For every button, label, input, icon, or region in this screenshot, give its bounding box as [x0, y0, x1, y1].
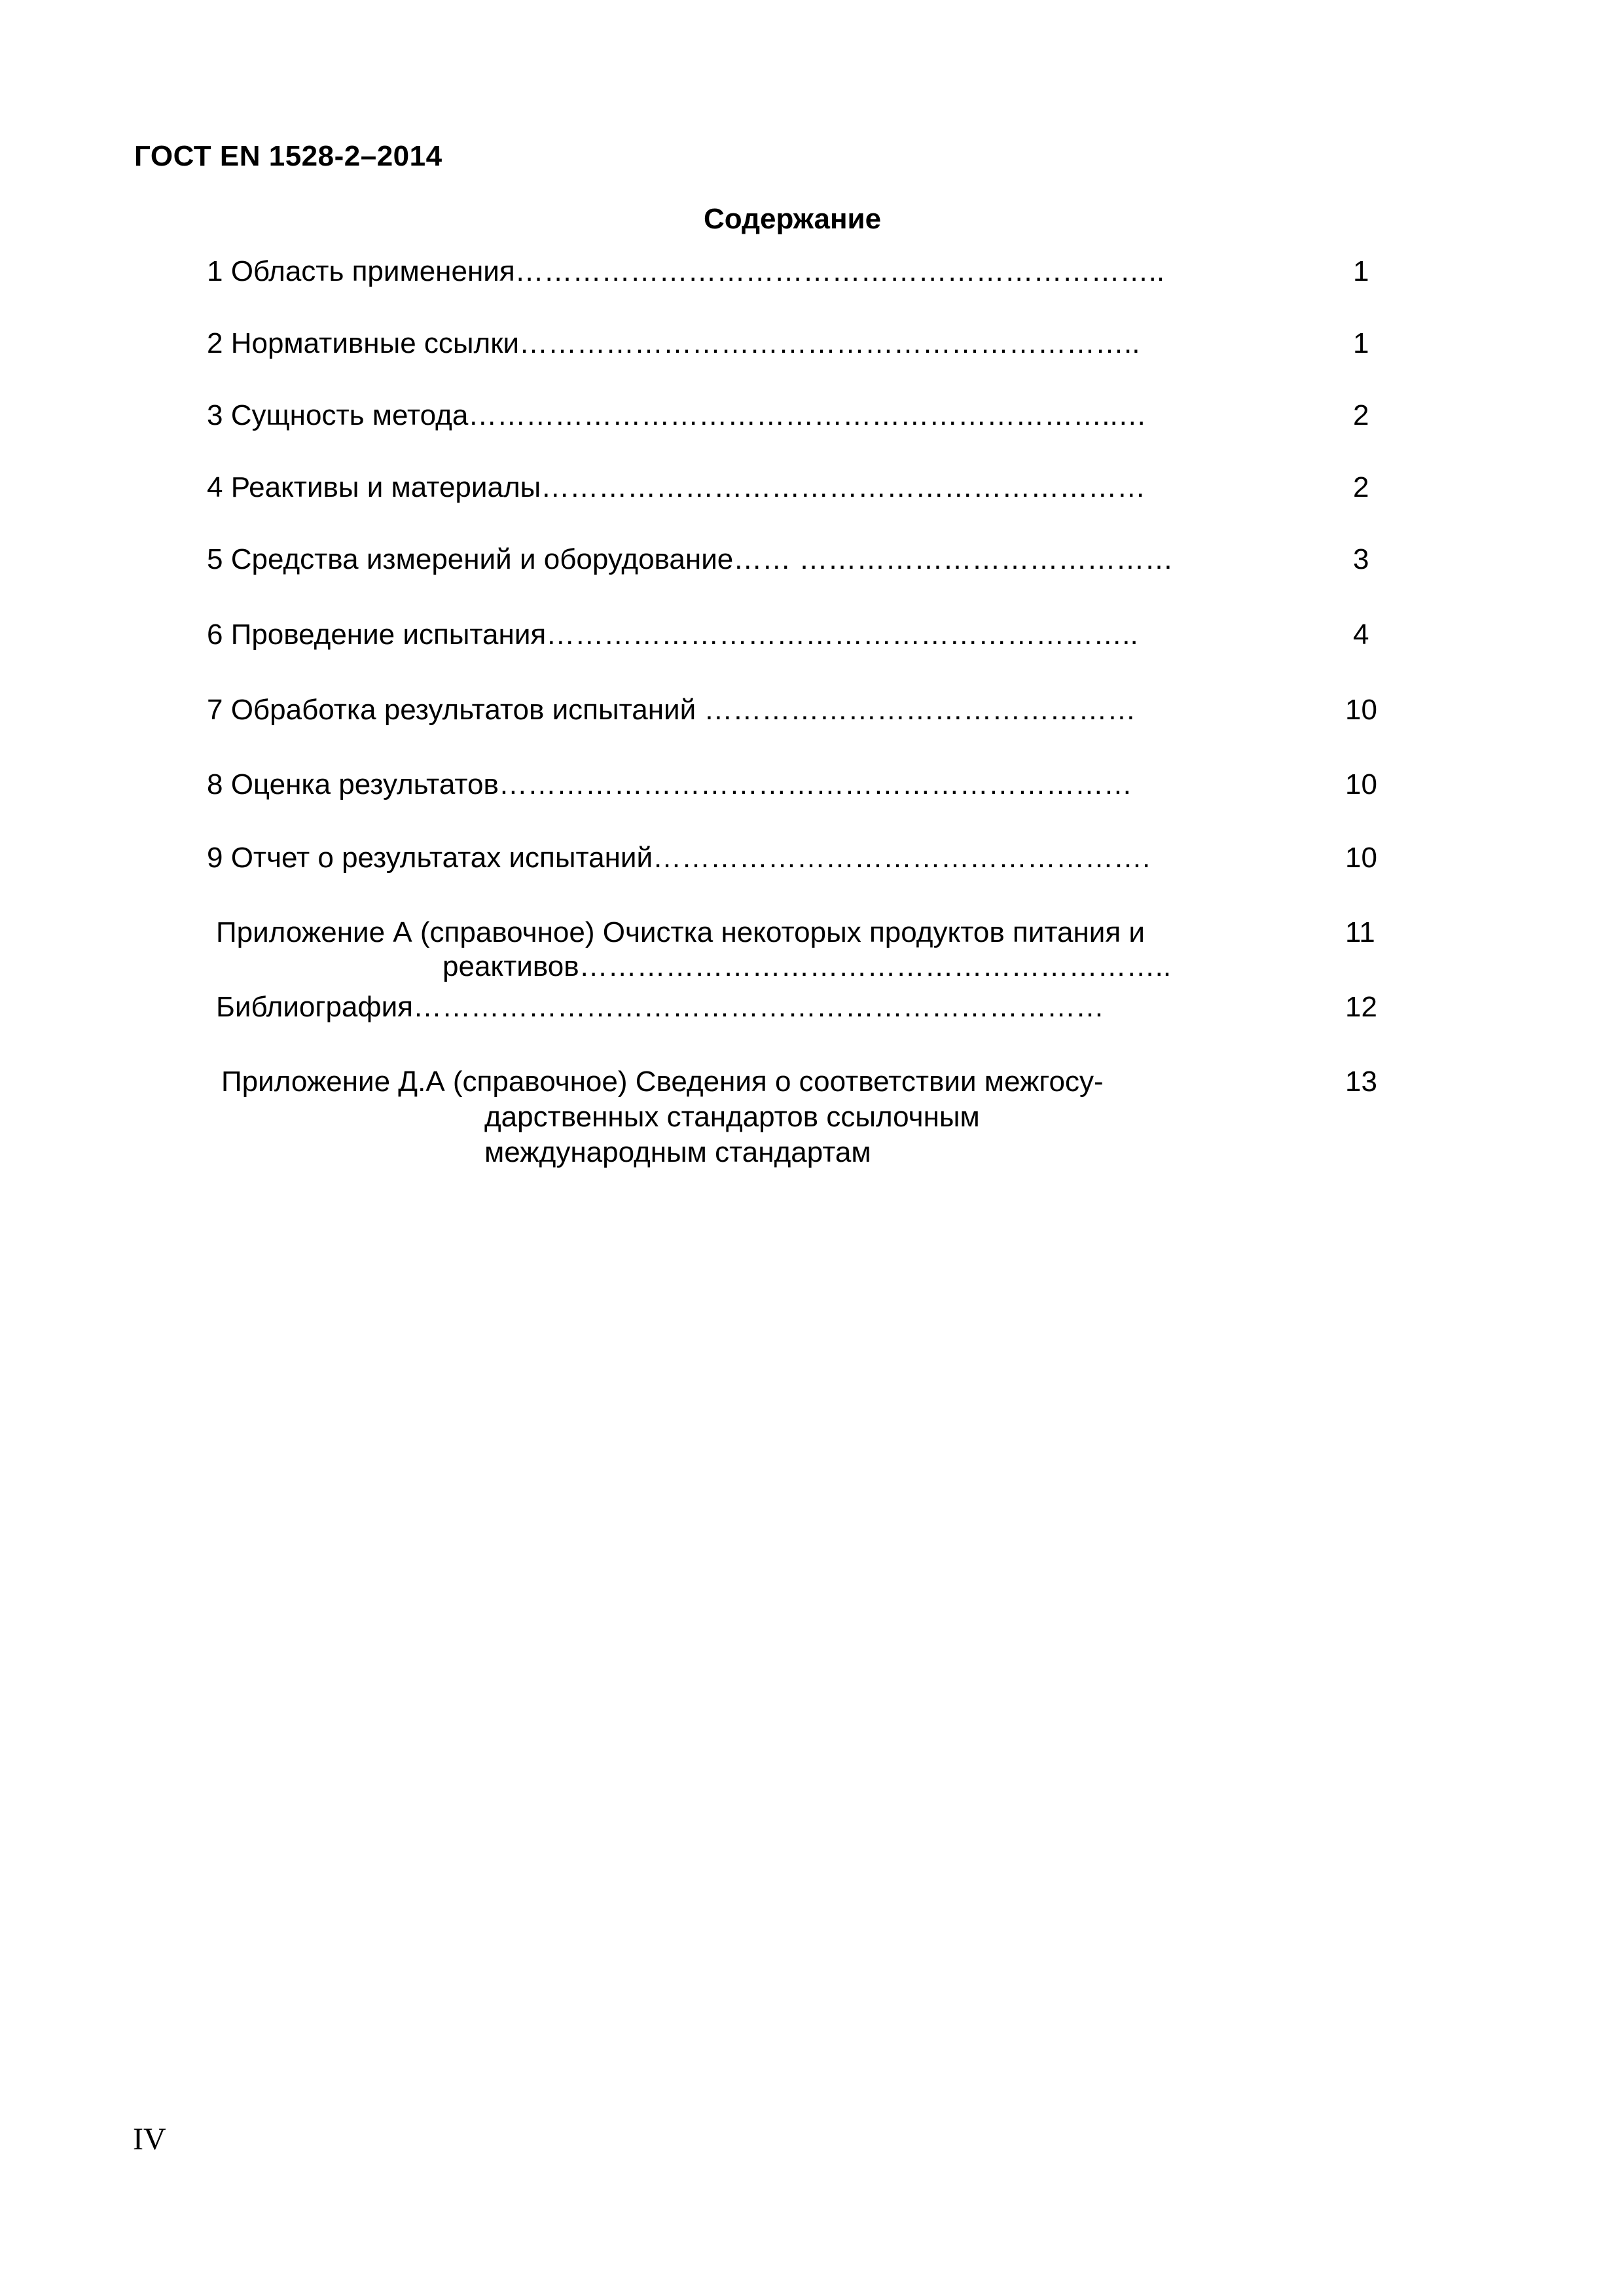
toc-item-equipment[interactable]: 5 Средства измерений и оборудование…… ………………………………… — [207, 543, 1174, 575]
toc-item-reagents[interactable]: 4 Реактивы и материалы……………………………………………………… — [207, 471, 1146, 503]
toc-item-annex-da-line2[interactable]: дарственных стандартов ссылочным — [484, 1101, 980, 1133]
toc-item-normative-refs[interactable]: 2 Нормативные ссылки……………………………………………………….. — [207, 327, 1140, 359]
toc-page-annex-a: 11 — [1345, 916, 1375, 948]
toc-item-annex-da[interactable]: Приложение Д.А (справочное) Сведения о соответствии межгосу- — [221, 1066, 1104, 1098]
toc-item-scope[interactable]: 1 Область применения………………………………………………………….. — [207, 255, 1165, 287]
toc-item-test-report[interactable]: 9 Отчет о результатах испытаний……………………………………………. — [207, 842, 1151, 874]
toc-page-reagents: 2 — [1353, 471, 1369, 503]
toc-page-test-report: 10 — [1345, 842, 1377, 874]
toc-title: Содержание — [704, 203, 882, 235]
toc-item-annex-da-line3[interactable]: международным стандартам — [484, 1136, 871, 1168]
toc-page-bibliography: 12 — [1345, 991, 1377, 1023]
toc-item-results-evaluation[interactable]: 8 Оценка результатов………………………………………………………… — [207, 768, 1132, 800]
toc-item-bibliography[interactable]: Библиография……………………………………………………………… — [216, 991, 1104, 1023]
document-code: ГОСТ EN 1528-2–2014 — [134, 140, 442, 172]
toc-item-procedure[interactable]: 6 Проведение испытания…………………………………………………….. — [207, 619, 1138, 651]
toc-page-method-principle: 2 — [1353, 399, 1369, 431]
toc-page-results-evaluation: 10 — [1345, 768, 1377, 800]
toc-item-annex-a-continuation[interactable]: реактивов…………………………………………………….. — [442, 950, 1172, 982]
toc-page-results-processing: 10 — [1345, 694, 1377, 726]
toc-page-procedure: 4 — [1353, 619, 1369, 651]
toc-page-normative-refs: 1 — [1353, 327, 1369, 359]
page-number: IV — [133, 2122, 166, 2157]
toc-page-equipment: 3 — [1353, 543, 1369, 575]
toc-item-annex-a[interactable]: Приложение А (справочное) Очистка некоторых продуктов питания и — [216, 916, 1145, 948]
toc-page-annex-da: 13 — [1345, 1066, 1377, 1098]
toc-item-results-processing[interactable]: 7 Обработка результатов испытаний ……………………………………… — [207, 694, 1136, 726]
toc-item-method-principle[interactable]: 3 Сущность метода…………………………………………………………..… — [207, 399, 1147, 431]
toc-page-scope: 1 — [1353, 255, 1369, 287]
